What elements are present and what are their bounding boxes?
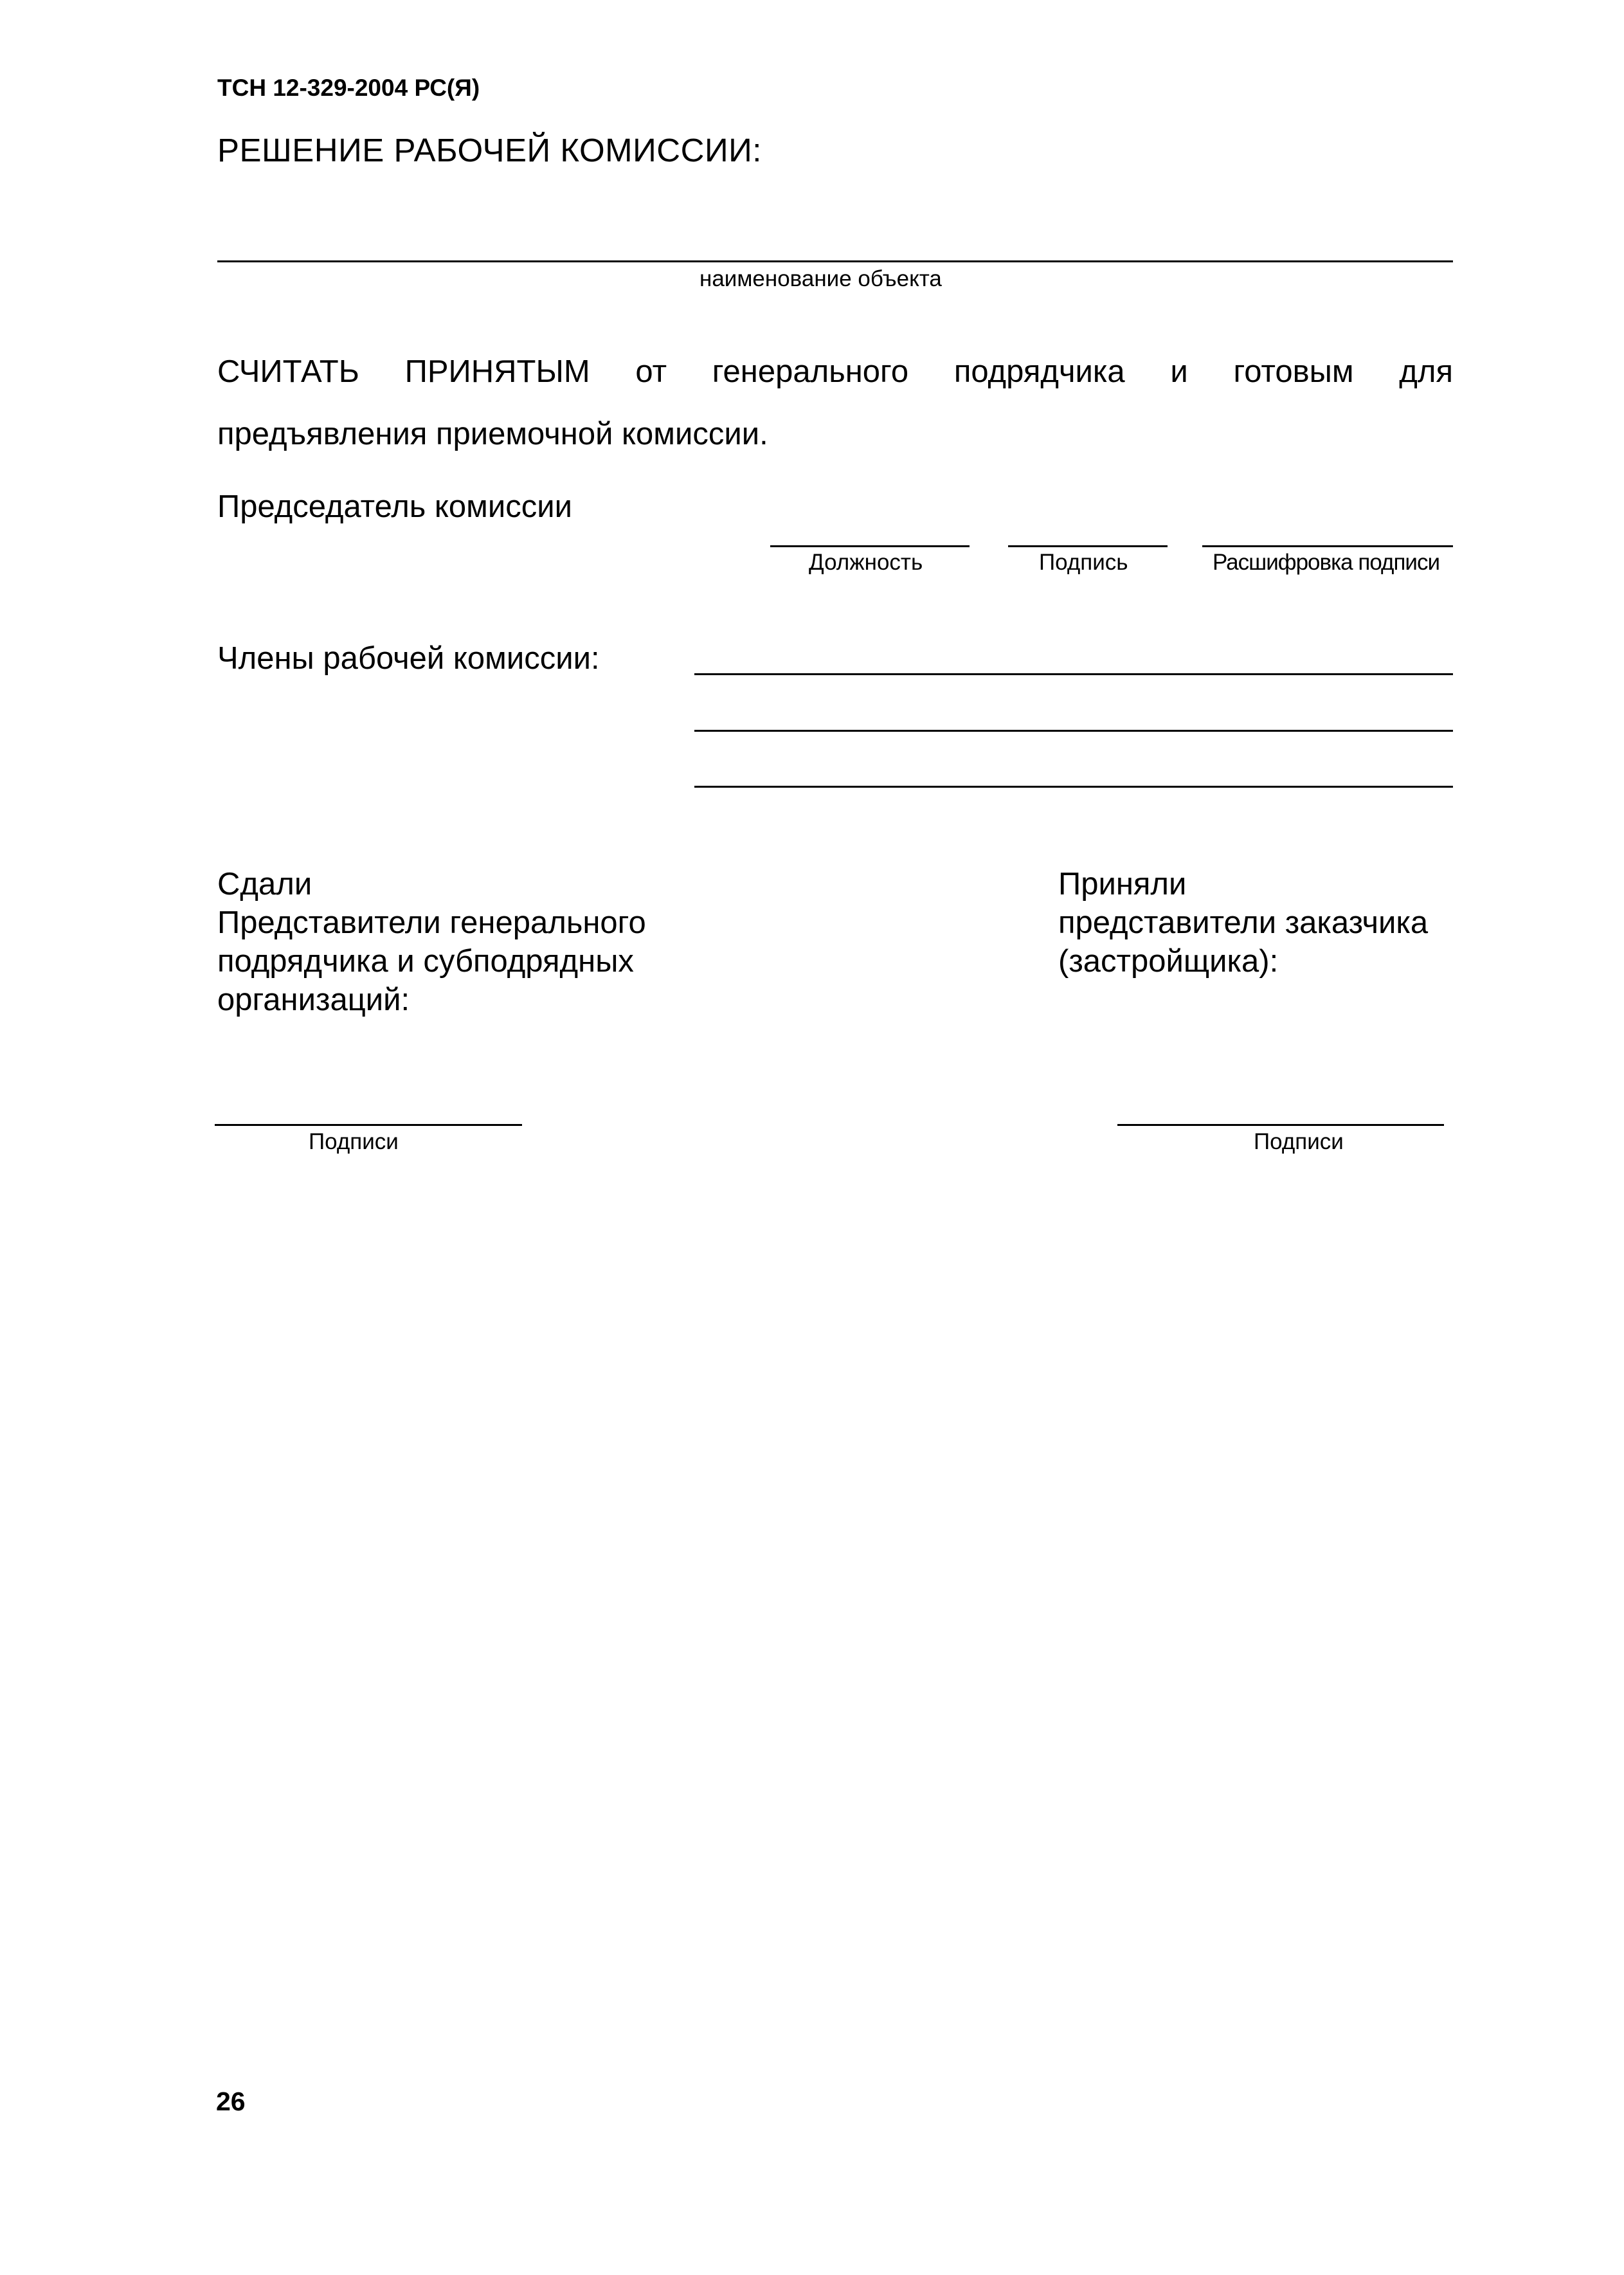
chairman-label: Председатель комиссии	[217, 489, 572, 524]
handed-over-block	[217, 865, 646, 1019]
handed-over-line-2: Представители генерального	[217, 905, 646, 940]
member-line-2	[694, 730, 1453, 732]
chairman-signature-line	[1008, 545, 1168, 547]
accepted-signature-line	[1117, 1124, 1444, 1126]
accepted-title: Приняли	[1058, 867, 1187, 902]
signature-caption: Подпись	[1039, 550, 1128, 575]
accepted-line-3: (застройщика):	[1058, 944, 1279, 979]
accepted-signatures-caption: Подписи	[1254, 1129, 1344, 1154]
accepted-block	[1058, 865, 1428, 981]
decoding-caption: Расшифровка подписи	[1213, 550, 1439, 575]
handed-over-signature-line	[215, 1124, 522, 1126]
member-line-3	[694, 786, 1453, 788]
handed-over-line-4: организаций:	[217, 983, 410, 1017]
decision-line-1: СЧИТАТЬ ПРИНЯТЫМ от генерального подрядчика и готовым для	[217, 354, 1453, 389]
decision-line-2: предъявления приемочной комиссии.	[217, 417, 768, 451]
chairman-decoding-line	[1202, 545, 1453, 547]
member-line-1	[694, 673, 1453, 675]
page-number: 26	[216, 2087, 246, 2116]
chairman-position-line	[770, 545, 970, 547]
object-name-caption: наименование объекта	[699, 266, 942, 291]
object-name-line	[217, 260, 1453, 262]
members-label: Члены рабочей комиссии:	[217, 641, 600, 676]
accepted-line-2: представители заказчика	[1058, 905, 1429, 940]
document-code: ТСН 12-329-2004 РС(Я)	[217, 75, 480, 101]
decision-title: РЕШЕНИЕ РАБОЧЕЙ КОМИССИИ:	[217, 132, 762, 168]
decision-paragraph	[217, 341, 1453, 466]
position-caption: Должность	[809, 550, 923, 575]
handed-over-title: Сдали	[217, 867, 312, 902]
handed-over-signatures-caption: Подписи	[309, 1129, 399, 1154]
handed-over-line-3: подрядчика и субподрядных	[217, 944, 634, 979]
